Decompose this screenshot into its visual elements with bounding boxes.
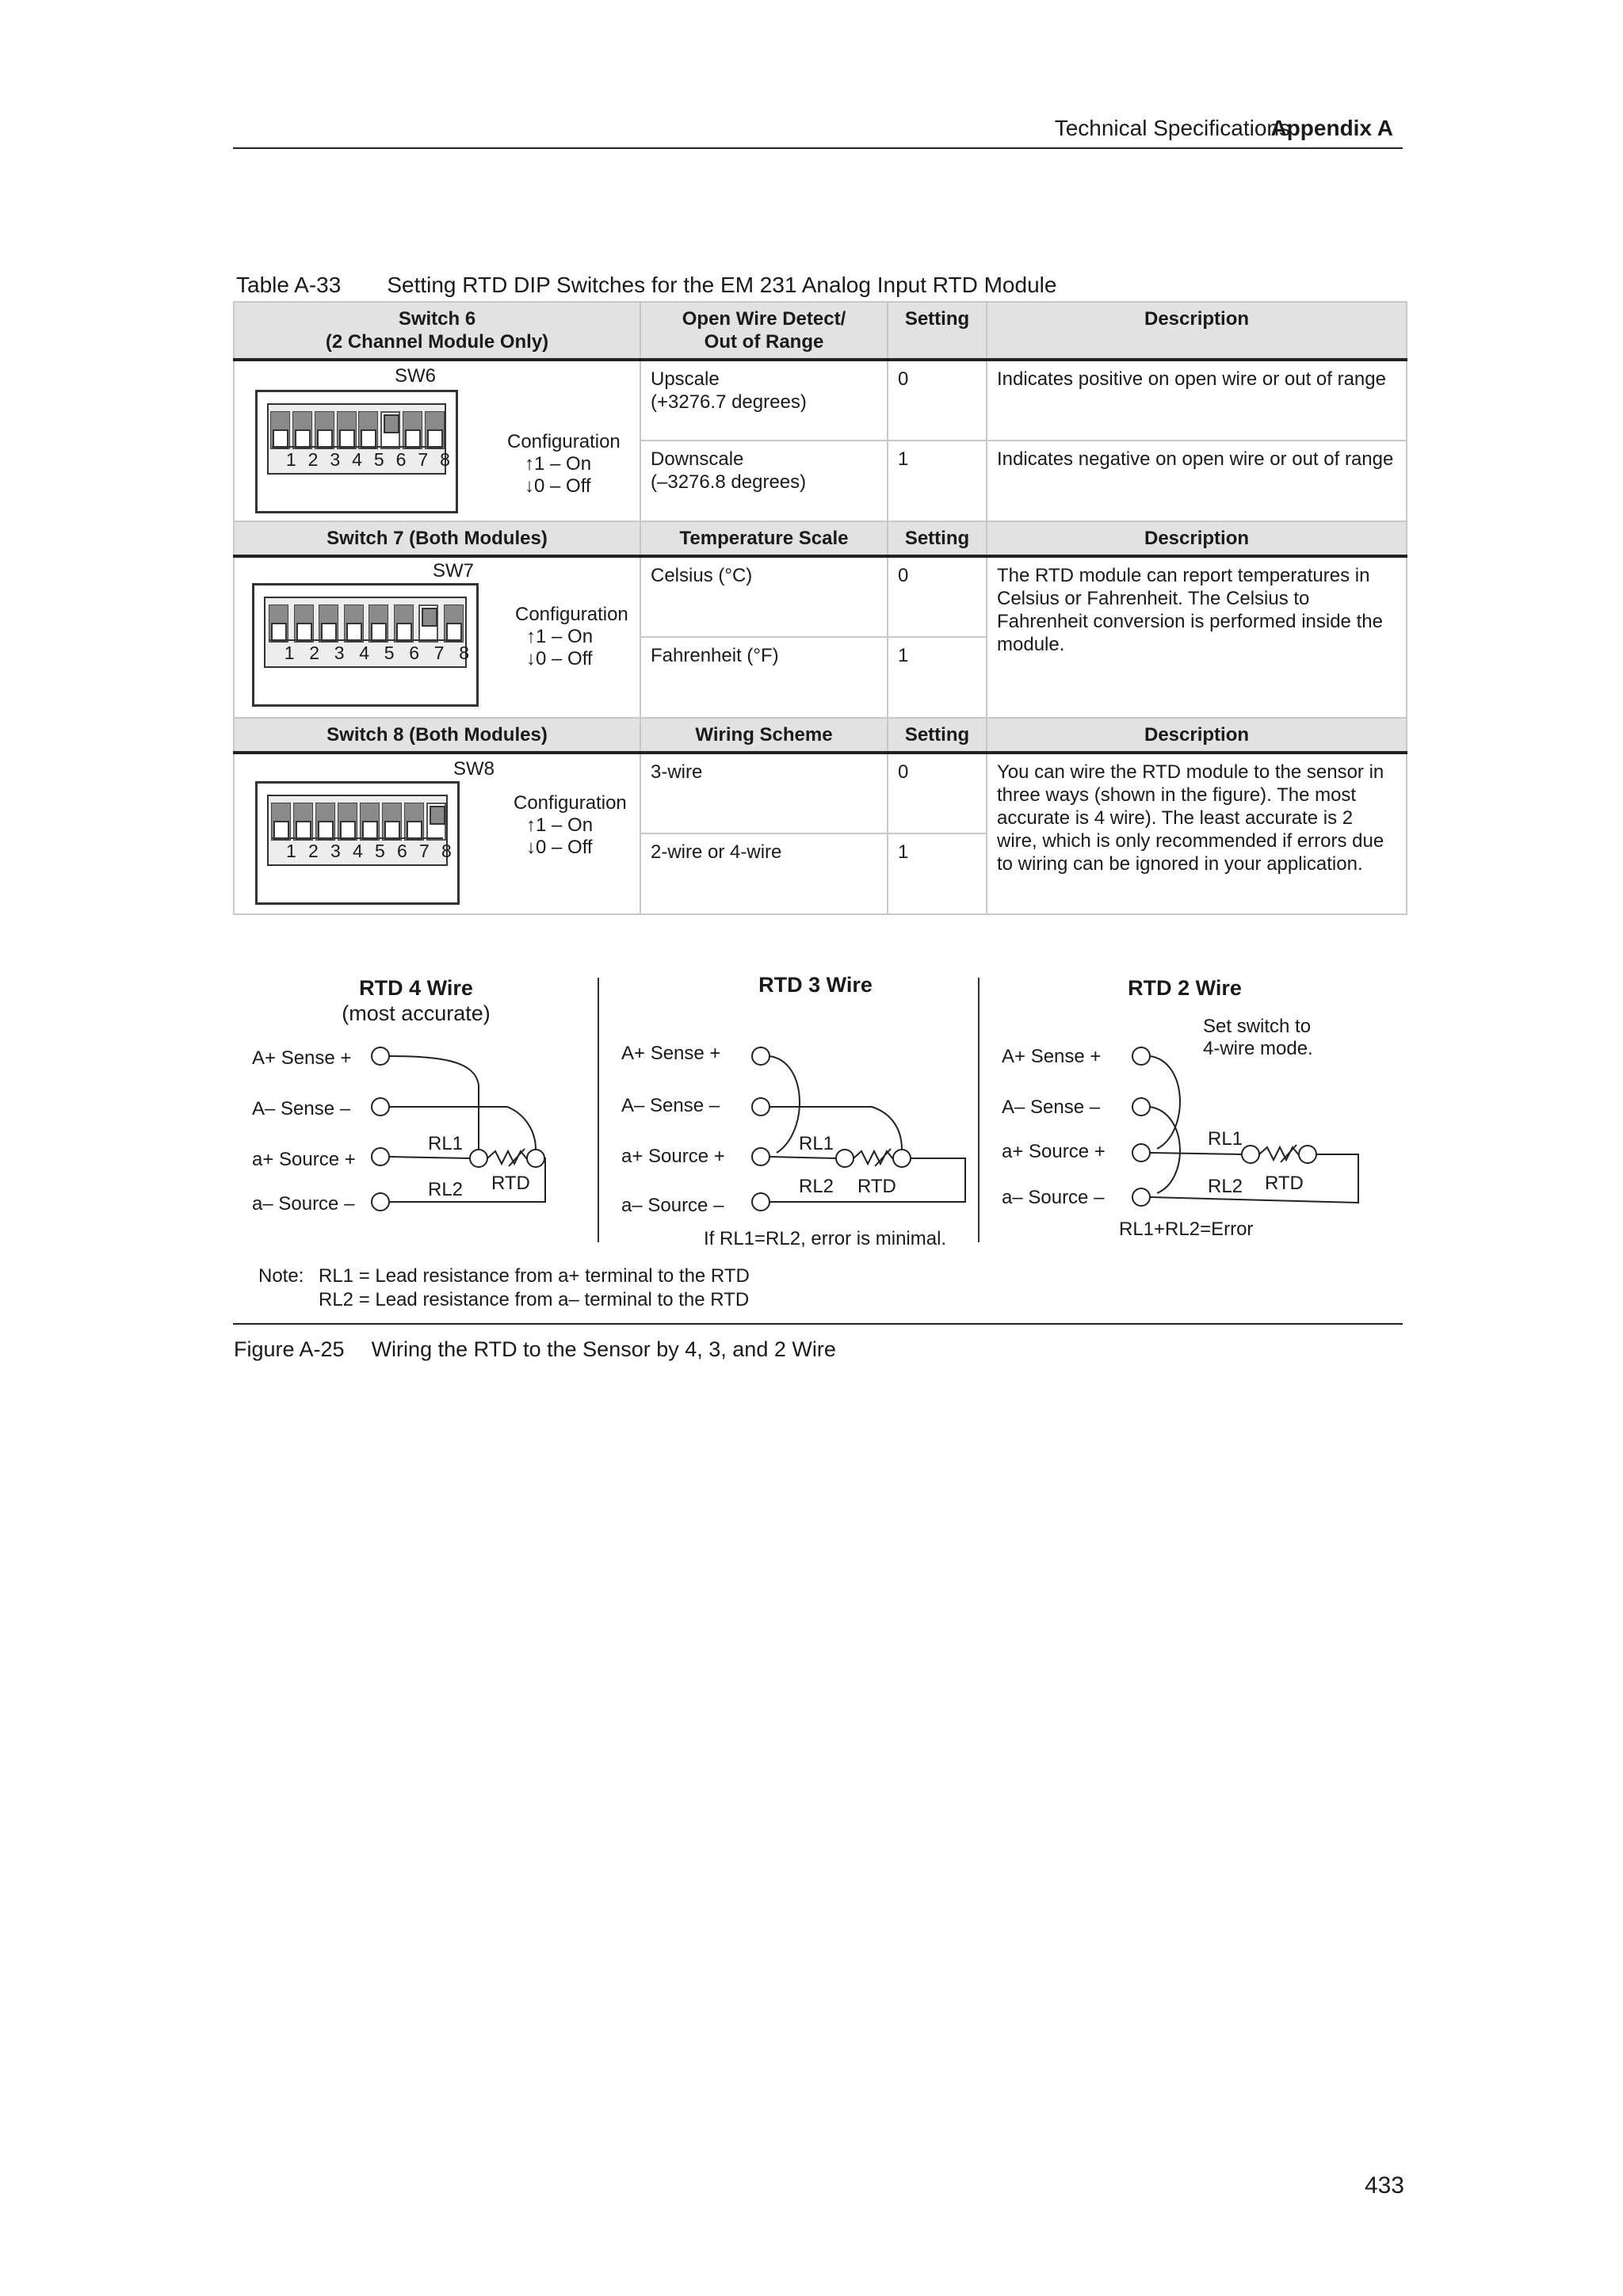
terminal-label-source-minus: a– Source – [1002, 1187, 1105, 1208]
rl1-label-2wire: RL1 [1208, 1128, 1243, 1150]
header-description: Description [987, 718, 1407, 753]
dip-toggle-knob [384, 414, 399, 433]
dip-switch-number: 4 [359, 643, 370, 663]
running-header-section: Technical Specifications [1054, 116, 1290, 140]
header-description: Description [987, 521, 1407, 556]
dip-toggle-4 [344, 605, 364, 643]
terminal-circle [372, 1148, 389, 1165]
dip-switch-number: 1 [286, 841, 296, 861]
dip-switch-number: 2 [307, 449, 319, 470]
rtd-label-4wire: RTD [491, 1173, 530, 1194]
on-legend: ↑1 – On [525, 453, 592, 475]
dip-toggle-knob [422, 608, 437, 627]
header-setting: Setting [888, 718, 987, 753]
option-cell: 3-wire [640, 753, 888, 833]
header-switch: Switch 7 (Both Modules) [234, 521, 640, 556]
terminal-circle [1132, 1144, 1150, 1161]
option-cell: Upscale (+3276.7 degrees) [640, 360, 888, 441]
terminal-label-source-plus: a+ Source + [621, 1146, 725, 1167]
terminal-circle [752, 1193, 769, 1211]
configuration-legend [514, 792, 627, 859]
option-cell: Celsius (°C) [640, 556, 888, 637]
dip-switch-number: 2 [308, 841, 319, 861]
switch-label: SW8 [453, 758, 495, 780]
dip-toggle-3 [315, 411, 334, 449]
dip-switch-number: 5 [375, 841, 385, 861]
header-option: Open Wire Detect/ Out of Range [640, 302, 888, 360]
setting-cell: 0 [888, 753, 987, 833]
option-cell: Downscale (–3276.8 degrees) [640, 441, 888, 521]
dip-switch-bank [267, 795, 452, 866]
table-label: Table A-33 [236, 273, 342, 297]
rtd-label-2wire: RTD [1265, 1173, 1304, 1194]
dip-toggle-3 [315, 803, 335, 841]
dip-switch-number: 1 [285, 449, 296, 470]
header-description: Description [987, 302, 1407, 360]
rl2-label-3wire: RL2 [799, 1176, 834, 1197]
set-switch-note: Set switch to 4-wire mode. [1203, 1016, 1313, 1059]
terminal-label-sense-minus: A– Sense – [1002, 1097, 1101, 1118]
terminal-label-sense-plus: A+ Sense + [1002, 1046, 1102, 1067]
dip-switch-number: 3 [330, 841, 341, 861]
table-header-row [234, 302, 1407, 360]
dip-switch-number: 5 [373, 449, 384, 470]
dip-toggle-8 [444, 605, 464, 643]
terminal-label-source-plus: a+ Source + [252, 1149, 356, 1170]
dip-toggle-5 [358, 411, 378, 449]
dip-switch-number: 8 [440, 449, 450, 470]
switch-illustration-cell [234, 753, 640, 914]
option-cell: 2-wire or 4-wire [640, 833, 888, 914]
header-setting: Setting [888, 521, 987, 556]
dip-toggle-1 [271, 803, 291, 841]
dip-toggle-1 [269, 605, 288, 643]
dip-switch-number: 1 [284, 643, 295, 663]
dip-switch-numbers [272, 446, 450, 471]
dip-toggle-4 [337, 411, 357, 449]
dip-toggle-5 [369, 605, 388, 643]
terminal-circle [1132, 1098, 1150, 1116]
dip-toggle-7 [404, 803, 424, 841]
terminal-label-source-minus: a– Source – [621, 1195, 724, 1216]
configuration-label: Configuration [515, 604, 628, 625]
dip-toggle-8 [425, 411, 445, 449]
dip-switch-number: 6 [397, 841, 407, 861]
dip-switch-bank [264, 597, 470, 668]
off-legend: ↓0 – Off [525, 475, 591, 497]
dip-switch-number: 7 [418, 449, 429, 470]
terminal-label-sense-minus: A– Sense – [621, 1095, 720, 1116]
terminal-circle [372, 1098, 389, 1116]
table-row [234, 753, 1407, 833]
switch-illustration-cell [234, 556, 640, 718]
description-cell: The RTD module can report temperatures in Celsius or Fahrenheit. The Celsius to Fahrenheit conversion is performed inside the module. [987, 556, 1407, 718]
dip-toggle-7 [418, 605, 438, 643]
dip-switch-number: 6 [395, 449, 407, 470]
setting-cell: 0 [888, 360, 987, 441]
rl-sum-error: RL1+RL2=Error [1119, 1219, 1254, 1240]
header-switch: Switch 8 (Both Modules) [234, 718, 640, 753]
table-header-row [234, 718, 1407, 753]
dip-switch-number: 4 [352, 449, 362, 470]
header-rule [233, 147, 1403, 149]
figure-note-line: RL1 = Lead resistance from a+ terminal to the RTD [319, 1265, 750, 1287]
configuration-legend [515, 604, 628, 670]
page-number: 433 [1364, 2172, 1404, 2199]
rl2-label-4wire: RL2 [428, 1179, 464, 1200]
header-option: Wiring Scheme [640, 718, 888, 753]
terminal-circle [1299, 1146, 1316, 1163]
table-caption [236, 273, 1056, 298]
terminal-label-sense-plus: A+ Sense + [621, 1043, 721, 1064]
dip-switch-number: 7 [433, 643, 445, 663]
description-cell: Indicates negative on open wire or out of range [987, 441, 1407, 521]
terminal-circle [372, 1047, 389, 1065]
figure-note-line: RL2 = Lead resistance from a– terminal to the RTD [319, 1289, 750, 1310]
terminal-label-source-plus: a+ Source + [1002, 1141, 1106, 1162]
panel-title-4wire: RTD 4 Wire [359, 976, 473, 1000]
header-option: Temperature Scale [640, 521, 888, 556]
terminal-circle [527, 1150, 544, 1167]
switch-label: SW6 [395, 365, 437, 387]
terminal-label-sense-plus: A+ Sense + [252, 1047, 352, 1069]
setting-cell: 1 [888, 637, 987, 718]
terminal-label-sense-minus: A– Sense – [252, 1098, 351, 1119]
dip-switch-number: 8 [459, 643, 470, 663]
terminal-circle [372, 1193, 389, 1211]
table-row [234, 360, 1407, 441]
setting-cell: 0 [888, 556, 987, 637]
figure-rule [233, 1323, 1403, 1325]
dip-switch-bank [267, 403, 450, 475]
off-legend: ↓0 – Off [526, 648, 593, 669]
terminal-circle [1132, 1047, 1150, 1065]
dip-switch-numbers [269, 639, 470, 665]
dip-switch-number: 4 [353, 841, 363, 861]
table-title: Setting RTD DIP Switches for the EM 231 Analog Input RTD Module [387, 273, 1057, 297]
dip-toggle-1 [270, 411, 290, 449]
figure-label: Figure A-25 [234, 1337, 345, 1361]
terminal-label-source-minus: a– Source – [252, 1193, 355, 1215]
dip-switch-number: 3 [330, 449, 341, 470]
description-cell: You can wire the RTD module to the sensor in three ways (shown in the figure). The most accurate is 4 wire). The least accurate is 2 wire, which is only recommended if errors due to wiring can be ignored in your application. [987, 753, 1407, 914]
dip-toggle-knob [430, 806, 445, 825]
switch-illustration-cell [234, 360, 640, 521]
header-setting: Setting [888, 302, 987, 360]
header-switch: Switch 6 (2 Channel Module Only) [234, 302, 640, 360]
setting-cell: 1 [888, 441, 987, 521]
on-legend: ↑1 – On [526, 814, 594, 836]
dip-toggle-5 [360, 803, 380, 841]
dip-toggle-2 [292, 411, 312, 449]
option-cell: Fahrenheit (°F) [640, 637, 888, 718]
setting-cell: 1 [888, 833, 987, 914]
rl1-label-3wire: RL1 [799, 1133, 834, 1154]
switch-label: SW7 [433, 560, 475, 582]
on-legend: ↑1 – On [526, 626, 594, 647]
panel-title-3wire: RTD 3 Wire [758, 973, 873, 997]
dip-switch-number: 3 [334, 643, 345, 663]
rl2-label-2wire: RL2 [1208, 1176, 1243, 1197]
rtd-label-3wire: RTD [857, 1176, 896, 1197]
dip-switch-number: 5 [384, 643, 395, 663]
terminal-circle [752, 1098, 769, 1116]
off-legend: ↓0 – Off [526, 837, 593, 858]
dip-switch-sw8 [255, 781, 460, 905]
terminal-circle [836, 1150, 854, 1167]
figure-title: Wiring the RTD to the Sensor by 4, 3, and 2 Wire [371, 1337, 836, 1361]
figure-caption [234, 1337, 836, 1362]
panel-subtitle-4wire: (most accurate) [342, 1001, 491, 1025]
panel-title-2wire: RTD 2 Wire [1128, 976, 1242, 1000]
dip-toggle-7 [403, 411, 422, 449]
dip-toggle-6 [382, 803, 402, 841]
dip-switch-sw6 [255, 390, 458, 513]
dip-switch-number: 7 [419, 841, 430, 861]
dip-toggle-2 [294, 605, 314, 643]
terminal-circle [893, 1150, 911, 1167]
configuration-label: Configuration [514, 792, 627, 814]
dip-switch-table [233, 301, 1407, 915]
dip-toggle-6 [380, 411, 400, 449]
terminal-circle [470, 1150, 487, 1167]
terminal-circle [1242, 1146, 1259, 1163]
description-cell: Indicates positive on open wire or out of range [987, 360, 1407, 441]
terminal-circle [1132, 1188, 1150, 1206]
dip-toggle-8 [426, 803, 446, 841]
table-header-row [234, 521, 1407, 556]
dip-switch-sw7 [252, 583, 479, 707]
running-header-appendix: Appendix A [1270, 116, 1393, 140]
configuration-label: Configuration [507, 431, 621, 452]
dip-toggle-4 [338, 803, 357, 841]
dip-toggle-3 [319, 605, 338, 643]
configuration-legend [507, 431, 621, 498]
figure-note-prefix: Note: [258, 1265, 304, 1287]
dip-switch-numbers [272, 837, 452, 863]
dip-switch-number: 6 [409, 643, 420, 663]
dip-toggle-2 [293, 803, 313, 841]
table-row [234, 556, 1407, 637]
dip-toggle-6 [394, 605, 414, 643]
dip-switch-number: 8 [441, 841, 452, 861]
rl1-label-4wire: RL1 [428, 1133, 464, 1154]
dip-switch-number: 2 [309, 643, 320, 663]
terminal-circle [752, 1148, 769, 1165]
error-minimal-note: If RL1=RL2, error is minimal. [704, 1228, 947, 1249]
terminal-circle [752, 1047, 769, 1065]
